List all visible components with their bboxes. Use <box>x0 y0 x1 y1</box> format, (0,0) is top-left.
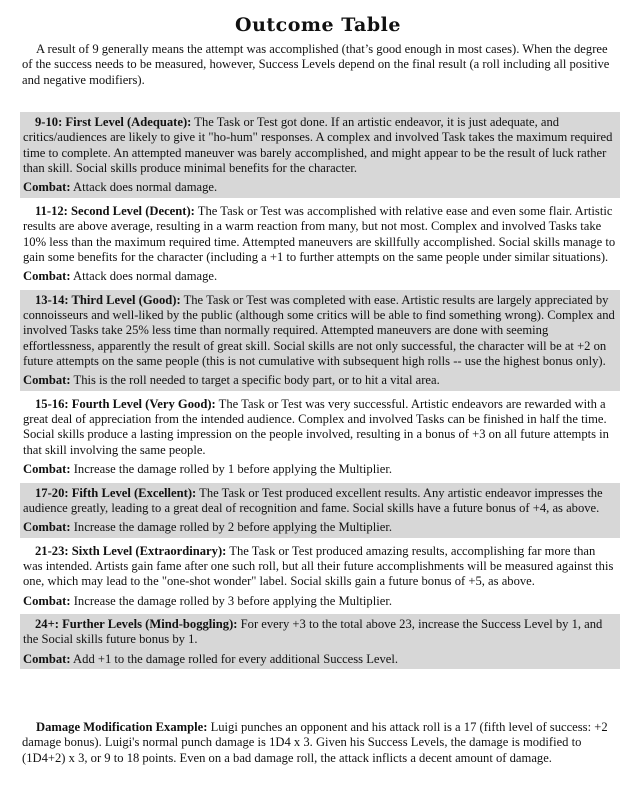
combat-effect: Attack does normal damage. <box>73 269 218 284</box>
combat-effect: Add +1 to the damage rolled for every additional Success Level. <box>73 651 399 666</box>
level-heading: 11-12: Second Level (Decent): <box>35 203 195 218</box>
level-row-5 <box>20 483 620 538</box>
level-row-7 <box>20 614 620 669</box>
combat-effect: Increase the damage rolled by 1 before applying the Multiplier. <box>73 462 392 477</box>
level-heading: 9-10: First Level (Adequate): <box>35 115 192 129</box>
intro-paragraph: A result of 9 generally means the attempt was accomplished (that’s good enough in most cases). When the degree of the success needs to be measured, however, Success Levels depend on the final result (a roll including all positive and negative modifiers). <box>22 42 610 87</box>
combat-label: Combat: <box>23 651 71 666</box>
level-row-4 <box>20 394 620 480</box>
combat-label: Combat: <box>23 180 71 195</box>
level-description: For every +3 to the total above 23, increase the Success Level by 1, and the Social skills future bonus by 1. <box>23 617 603 647</box>
level-heading: 21-23: Sixth Level (Extraordinary): <box>35 543 227 558</box>
damage-example-paragraph <box>22 720 618 766</box>
level-description: The Task or Test got done. If an artistic endeavor, it is just adequate, and critics/audiences are likely to give it "ho-hum" responses. A complex and involved Task takes the maximum required time to complete. An attempted maneuver was barely accomplished, and might appear to be the result of luck rather than skill. Social skills produce minimal benefits for the character. <box>23 115 613 176</box>
level-heading: 15-16: Fourth Level (Very Good): <box>35 396 216 411</box>
combat-effect: This is the roll needed to target a specific body part, or to hit a vital area. <box>73 373 440 388</box>
combat-label: Combat: <box>23 269 71 284</box>
outcome-table <box>20 112 620 669</box>
level-row-2 <box>20 201 620 287</box>
combat-effect: Increase the damage rolled by 3 before applying the Multiplier. <box>73 593 392 608</box>
example-heading: Damage Modification Example: <box>36 720 208 734</box>
level-heading: 17-20: Fifth Level (Excellent): <box>35 485 197 500</box>
combat-label: Combat: <box>23 593 71 608</box>
level-description: The Task or Test was very successful. Artistic endeavors are rewarded with a great deal of appreciation from the intended audience. Complex and involved Tasks can be finished in half the time. Social skills produce a lasting impression on the people involved, resulting in a bonus of +3 on all future attempts in that skill involving the same people. <box>23 396 609 457</box>
level-heading: 13-14: Third Level (Good): <box>35 292 181 307</box>
example-text: Luigi punches an opponent and his attack roll is a 17 (fifth level of success: +2 damage bonus). Luigi's normal punch damage is 1D4 x 3. Given his Success Levels, the damage is modified to (1D4+2) x 3, or 9 to 18 points. Even on a bad damage roll, the attack inflicts a decent amount of damage. <box>22 720 608 765</box>
level-row-6 <box>20 541 620 611</box>
combat-effect: Attack does normal damage. <box>73 180 218 195</box>
combat-label: Combat: <box>23 462 71 477</box>
combat-label: Combat: <box>23 373 71 388</box>
level-heading: 24+: Further Levels (Mind-boggling): <box>35 617 238 632</box>
level-description: The Task or Test was completed with ease. Artistic results are largely appreciated by connoisseurs and well-liked by the public (although some critics will be able to find something wrong). Complex and involved Tasks take 25% less time than normally required. Attempted maneuvers are done with seeming effortlessness, apparently the result of great skill. Social skills are not only successful, the character will be at +2 on future attempts on the same people (this is not cumulative with subsequent high rolls -- use the highest bonus only). <box>23 292 615 369</box>
level-description: The Task or Test produced amazing results, accomplishing far more than was intended. Artists gain fame after one such roll, but all their future accomplishments will be measured against this one, which may lead to the "one-shot wonder" label. Social skills gain a future bonus of +5, as above. <box>23 543 614 589</box>
level-description: The Task or Test produced excellent results. Any artistic endeavor impresses the audience greatly, leading to a great deal of recognition and fame. Social skills have a future bonus of +4, as above. <box>23 485 603 515</box>
page-title: Outcome Table <box>235 14 401 36</box>
level-row-1 <box>20 112 620 198</box>
level-row-3 <box>20 290 620 391</box>
combat-effect: Increase the damage rolled by 2 before applying the Multiplier. <box>73 520 392 535</box>
level-description: The Task or Test was accomplished with relative ease and even some flair. Artistic results are above average, resulting in a warm reaction from many, but not most. Complex and involved Tasks take 10% less than the maximum required time. Attempted maneuvers are skillfully accomplished. Social skills manage to gain some benefits for the character (including a +1 to further attempts on the same people under similar situations). <box>23 203 616 264</box>
combat-label: Combat: <box>23 520 71 535</box>
